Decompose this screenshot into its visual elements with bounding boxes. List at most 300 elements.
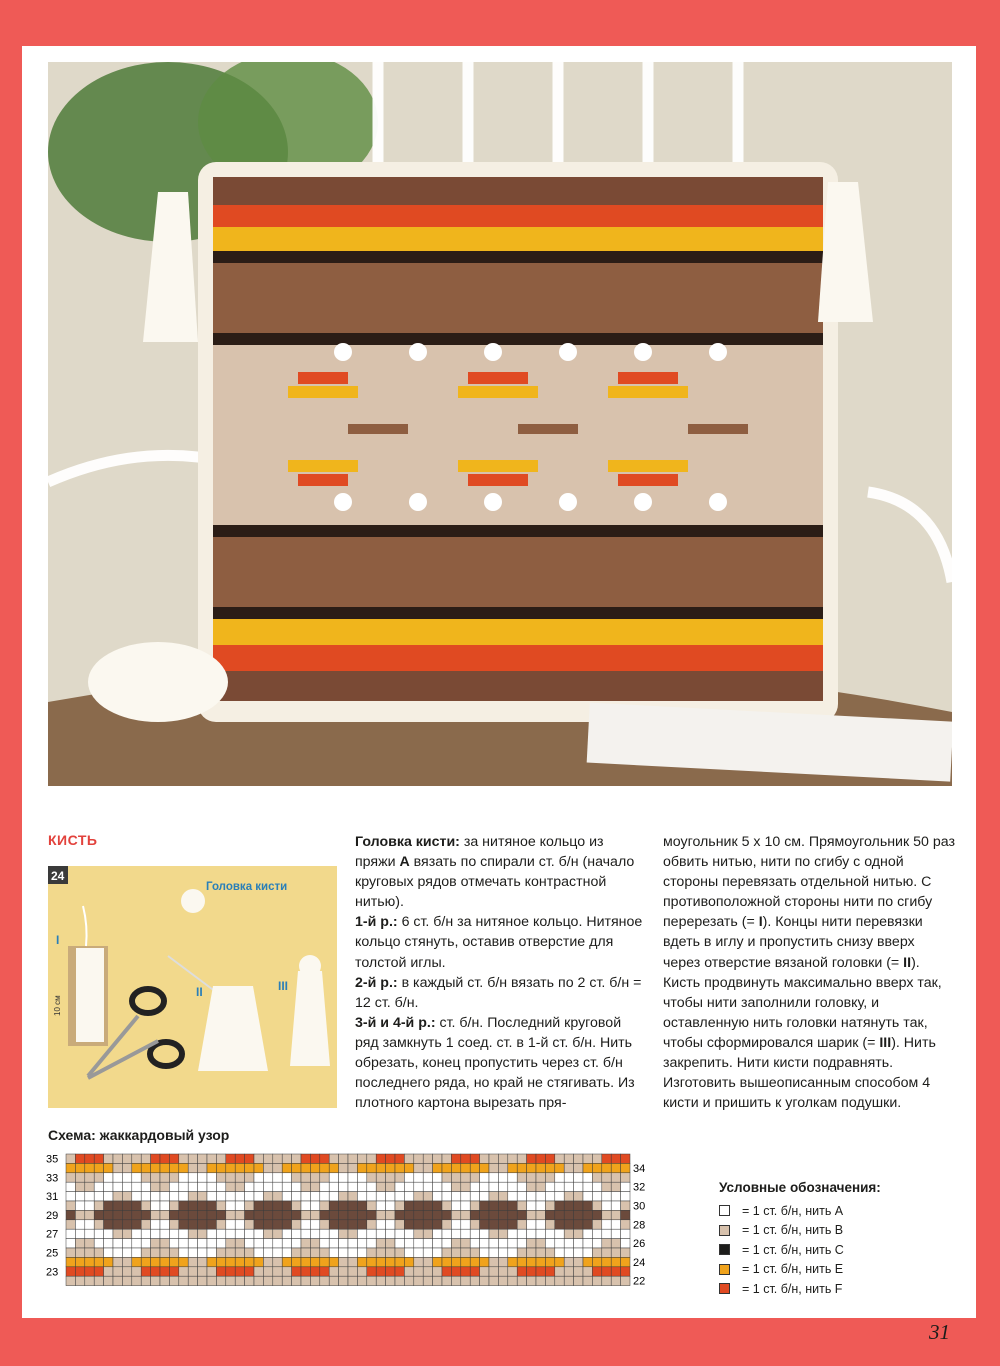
- chart-cell: [94, 1192, 103, 1201]
- chart-cell: [348, 1201, 357, 1210]
- chart-cell: [461, 1220, 470, 1229]
- chart-cell: [339, 1210, 348, 1219]
- chart-cell: [310, 1192, 319, 1201]
- chart-cell: [357, 1182, 366, 1191]
- chart-cell: [301, 1201, 310, 1210]
- chart-cell: [480, 1220, 489, 1229]
- chart-cell: [583, 1276, 592, 1285]
- chart-cell: [498, 1276, 507, 1285]
- chart-cell: [122, 1182, 131, 1191]
- chart-cell: [132, 1257, 141, 1266]
- chart-cell: [395, 1154, 404, 1163]
- row-number-right: 34: [633, 1162, 646, 1175]
- chart-cell: [536, 1267, 545, 1276]
- size-label: 10 см: [53, 995, 62, 1016]
- chart-cell: [508, 1257, 517, 1266]
- chart-cell: [386, 1201, 395, 1210]
- chart-cell: [414, 1248, 423, 1257]
- chart-cell: [85, 1229, 94, 1238]
- chart-cell: [292, 1192, 301, 1201]
- chart-cell: [188, 1267, 197, 1276]
- chart-cell: [395, 1182, 404, 1191]
- chart-cell: [235, 1154, 244, 1163]
- chart-cell: [348, 1192, 357, 1201]
- chart-cell: [414, 1210, 423, 1219]
- chart-cell: [301, 1276, 310, 1285]
- row-number-right: 22: [633, 1275, 646, 1288]
- chart-cell: [386, 1163, 395, 1172]
- chart-cell: [273, 1248, 282, 1257]
- chart-cell: [357, 1220, 366, 1229]
- chart-cell: [423, 1201, 432, 1210]
- chart-cell: [414, 1276, 423, 1285]
- chart-cell: [339, 1267, 348, 1276]
- roman-ref-2: II: [903, 954, 912, 971]
- chart-cell: [198, 1173, 207, 1182]
- chart-cell: [245, 1192, 254, 1201]
- roman-label-1: I: [56, 933, 60, 947]
- chart-cell: [329, 1229, 338, 1238]
- chart-cell: [254, 1248, 263, 1257]
- chart-cell: [263, 1257, 272, 1266]
- chart-cell: [451, 1257, 460, 1266]
- chart-cell: [188, 1192, 197, 1201]
- chart-cell: [508, 1154, 517, 1163]
- chart-cell: [329, 1276, 338, 1285]
- legend-item: [719, 1240, 881, 1260]
- chart-cell: [395, 1257, 404, 1266]
- chart-cell: [536, 1173, 545, 1182]
- chart-cell: [480, 1229, 489, 1238]
- chart-cell: [151, 1239, 160, 1248]
- row-number-right: 30: [633, 1200, 646, 1213]
- chart-cell: [235, 1267, 244, 1276]
- chart-cell: [451, 1173, 460, 1182]
- chart-cell: [367, 1154, 376, 1163]
- chart-cell: [160, 1239, 169, 1248]
- chart-cell: [564, 1267, 573, 1276]
- chart-cell: [545, 1239, 554, 1248]
- legend-title: Условные обозначения:: [719, 1180, 881, 1195]
- chart-cell: [235, 1229, 244, 1238]
- chart-cell: [536, 1276, 545, 1285]
- chart-cell: [141, 1163, 150, 1172]
- chart-cell: [273, 1276, 282, 1285]
- chart-cell: [160, 1201, 169, 1210]
- chart-cell: [442, 1192, 451, 1201]
- row-2-label: 2-й р.:: [355, 974, 398, 991]
- chart-cell: [621, 1248, 630, 1257]
- row-3-4-label: 3-й и 4-й р.:: [355, 1014, 436, 1031]
- chart-cell: [207, 1248, 216, 1257]
- chart-cell: [151, 1154, 160, 1163]
- chart-cell: [113, 1182, 122, 1191]
- chart-cell: [282, 1257, 291, 1266]
- chart-cell: [169, 1276, 178, 1285]
- chart-cell: [367, 1229, 376, 1238]
- chart-cell: [263, 1229, 272, 1238]
- chart-cell: [245, 1210, 254, 1219]
- swatch-e: [719, 1264, 730, 1275]
- chart-cell: [527, 1182, 536, 1191]
- chart-cell: [508, 1229, 517, 1238]
- chart-cell: [395, 1201, 404, 1210]
- chart-cell: [320, 1267, 329, 1276]
- chart-cell: [480, 1192, 489, 1201]
- chart-cell: [348, 1220, 357, 1229]
- chart-cell: [301, 1248, 310, 1257]
- chart-cell: [216, 1276, 225, 1285]
- chart-cell: [104, 1210, 113, 1219]
- chart-cell: [442, 1267, 451, 1276]
- chart-cell: [273, 1257, 282, 1266]
- chart-cell: [621, 1229, 630, 1238]
- chart-cell: [536, 1154, 545, 1163]
- chart-cell: [75, 1163, 84, 1172]
- chart-cell: [480, 1154, 489, 1163]
- chart-cell: [564, 1163, 573, 1172]
- chart-cell: [226, 1201, 235, 1210]
- chart-cell: [282, 1192, 291, 1201]
- instructions-column-2: [663, 832, 955, 1113]
- chart-cell: [75, 1257, 84, 1266]
- chart-cell: [583, 1182, 592, 1191]
- head-label: Головка кисти: [206, 881, 288, 893]
- chart-cell: [555, 1276, 564, 1285]
- chart-cell: [339, 1248, 348, 1257]
- chart-cell: [94, 1173, 103, 1182]
- chart-cell: [254, 1229, 263, 1238]
- chart-cell: [498, 1154, 507, 1163]
- scheme-title: Схема: жаккардовый узор: [48, 1127, 230, 1143]
- chart-cell: [75, 1267, 84, 1276]
- chart-cell: [357, 1248, 366, 1257]
- chart-cell: [564, 1257, 573, 1266]
- chart-cell: [423, 1210, 432, 1219]
- chart-cell: [470, 1192, 479, 1201]
- chart-cell: [339, 1276, 348, 1285]
- chart-cell: [602, 1163, 611, 1172]
- chart-cell: [564, 1173, 573, 1182]
- chart-cell: [188, 1239, 197, 1248]
- chart-cell: [263, 1248, 272, 1257]
- chart-cell: [75, 1229, 84, 1238]
- chart-cell: [461, 1248, 470, 1257]
- chart-cell: [574, 1163, 583, 1172]
- chart-cell: [367, 1173, 376, 1182]
- chart-cell: [564, 1239, 573, 1248]
- chart-cell: [592, 1276, 601, 1285]
- chart-cell: [301, 1220, 310, 1229]
- chart-cell: [310, 1239, 319, 1248]
- chart-cell: [292, 1154, 301, 1163]
- chart-cell: [188, 1229, 197, 1238]
- chart-cell: [536, 1220, 545, 1229]
- chart-cell: [404, 1182, 413, 1191]
- chart-cell: [245, 1173, 254, 1182]
- chart-cell: [517, 1220, 526, 1229]
- chart-cell: [188, 1220, 197, 1229]
- chart-cell: [141, 1173, 150, 1182]
- chart-cell: [292, 1229, 301, 1238]
- row-number-right: 28: [633, 1219, 646, 1232]
- chart-cell: [301, 1182, 310, 1191]
- chart-cell: [555, 1239, 564, 1248]
- chart-cell: [66, 1182, 75, 1191]
- chart-cell: [376, 1257, 385, 1266]
- legend: [719, 1180, 881, 1299]
- chart-cell: [611, 1210, 620, 1219]
- chart-cell: [621, 1192, 630, 1201]
- chart-cell: [122, 1267, 131, 1276]
- chart-cell: [574, 1248, 583, 1257]
- chart-cell: [451, 1192, 460, 1201]
- chart-cell: [480, 1276, 489, 1285]
- chart-cell: [320, 1201, 329, 1210]
- chart-cell: [254, 1173, 263, 1182]
- chart-cell: [357, 1229, 366, 1238]
- chart-cell: [301, 1210, 310, 1219]
- chart-cell: [414, 1154, 423, 1163]
- chart-cell: [94, 1229, 103, 1238]
- chart-cell: [433, 1163, 442, 1172]
- chart-cell: [85, 1276, 94, 1285]
- chart-cell: [489, 1192, 498, 1201]
- chart-cell: [301, 1239, 310, 1248]
- roman-ref-3: III: [879, 1034, 892, 1051]
- chart-cell: [602, 1257, 611, 1266]
- chart-cell: [320, 1229, 329, 1238]
- chart-cell: [198, 1267, 207, 1276]
- yarn-letter: A: [399, 854, 410, 871]
- chart-cell: [113, 1201, 122, 1210]
- chart-cell: [339, 1257, 348, 1266]
- chart-cell: [94, 1267, 103, 1276]
- chart-cell: [395, 1239, 404, 1248]
- chart-cell: [527, 1248, 536, 1257]
- chart-cell: [151, 1182, 160, 1191]
- chart-cell: [141, 1267, 150, 1276]
- chart-cell: [94, 1276, 103, 1285]
- chart-cell: [282, 1173, 291, 1182]
- chart-cell: [151, 1229, 160, 1238]
- legend-label: = 1 ст. б/н, нить B: [742, 1223, 844, 1238]
- chart-cell: [104, 1267, 113, 1276]
- photo-number: 24: [51, 869, 65, 883]
- chart-cell: [94, 1201, 103, 1210]
- chart-cell: [310, 1173, 319, 1182]
- chart-cell: [433, 1201, 442, 1210]
- chart-cell: [555, 1154, 564, 1163]
- chart-cell: [386, 1248, 395, 1257]
- chart-cell: [151, 1192, 160, 1201]
- legend-item: [719, 1221, 881, 1241]
- chart-cell: [621, 1257, 630, 1266]
- chart-cell: [301, 1229, 310, 1238]
- chart-cell: [113, 1192, 122, 1201]
- chart-cell: [348, 1229, 357, 1238]
- chart-cell: [263, 1163, 272, 1172]
- chart-cell: [451, 1239, 460, 1248]
- chart-cell: [357, 1163, 366, 1172]
- chart-cell: [367, 1163, 376, 1172]
- chart-cell: [207, 1257, 216, 1266]
- row-1-text: 6 ст. б/н за нитяное кольцо. Нитяное кольцо стянуть, оставив отверстие для толстой иглы.: [355, 914, 643, 971]
- chart-cell: [602, 1201, 611, 1210]
- chart-cell: [555, 1182, 564, 1191]
- chart-cell: [75, 1239, 84, 1248]
- chart-cell: [273, 1173, 282, 1182]
- chart-cell: [104, 1182, 113, 1191]
- chart-cell: [386, 1192, 395, 1201]
- chart-cell: [169, 1154, 178, 1163]
- chart-cell: [611, 1173, 620, 1182]
- chart-cell: [357, 1201, 366, 1210]
- chart-cell: [545, 1201, 554, 1210]
- chart-cell: [376, 1182, 385, 1191]
- chart-cell: [151, 1173, 160, 1182]
- chart-cell: [564, 1182, 573, 1191]
- chart-cell: [179, 1173, 188, 1182]
- chart-cell: [489, 1267, 498, 1276]
- chart-cell: [122, 1154, 131, 1163]
- chart-cell: [273, 1192, 282, 1201]
- chart-cell: [188, 1163, 197, 1172]
- chart-cell: [376, 1248, 385, 1257]
- chart-cell: [621, 1276, 630, 1285]
- chart-cell: [461, 1257, 470, 1266]
- chart-cell: [414, 1239, 423, 1248]
- chart-cell: [245, 1239, 254, 1248]
- row-number-left: 27: [46, 1228, 59, 1241]
- chart-cell: [104, 1201, 113, 1210]
- chart-cell: [583, 1210, 592, 1219]
- chart-cell: [263, 1239, 272, 1248]
- chart-cell: [470, 1173, 479, 1182]
- row-number-left: 31: [46, 1191, 59, 1204]
- chart-cell: [339, 1239, 348, 1248]
- chart-cell: [292, 1182, 301, 1191]
- chart-cell: [404, 1201, 413, 1210]
- chart-cell: [480, 1239, 489, 1248]
- chart-cell: [113, 1210, 122, 1219]
- chart-cell: [461, 1163, 470, 1172]
- chart-cell: [235, 1257, 244, 1266]
- chart-cell: [132, 1192, 141, 1201]
- chart-cell: [216, 1163, 225, 1172]
- chart-cell: [292, 1248, 301, 1257]
- chart-cell: [263, 1173, 272, 1182]
- chart-cell: [376, 1192, 385, 1201]
- chart-cell: [433, 1173, 442, 1182]
- tassel-steps-photo: [48, 866, 337, 1108]
- chart-cell: [179, 1154, 188, 1163]
- chart-cell: [592, 1192, 601, 1201]
- chart-cell: [329, 1163, 338, 1172]
- chart-cell: [169, 1220, 178, 1229]
- row-2-text: в каждый ст. б/н вязать по 2 ст. б/н = 12 ст. б/н.: [355, 974, 642, 1011]
- chart-cell: [226, 1192, 235, 1201]
- chart-cell: [564, 1192, 573, 1201]
- chart-cell: [395, 1267, 404, 1276]
- chart-cell: [348, 1276, 357, 1285]
- chart-cell: [282, 1220, 291, 1229]
- chart-cell: [527, 1229, 536, 1238]
- chart-cell: [132, 1276, 141, 1285]
- chart-cell: [273, 1163, 282, 1172]
- chart-cell: [545, 1210, 554, 1219]
- chart-cell: [179, 1229, 188, 1238]
- chart-cell: [470, 1257, 479, 1266]
- chart-cell: [517, 1229, 526, 1238]
- chart-cell: [226, 1257, 235, 1266]
- chart-cell: [433, 1257, 442, 1266]
- tassel-text: моугольник 5 х 10 см. Прямоугольник 50 раз обвить нитью, нити по сгибу с одной стороны перевязать отдельной нитью. С противоположной стороны нити по сгибу перерезать (=: [663, 834, 955, 931]
- chart-cell: [198, 1210, 207, 1219]
- chart-cell: [329, 1248, 338, 1257]
- chart-cell: [489, 1239, 498, 1248]
- chart-cell: [517, 1201, 526, 1210]
- chart-cell: [536, 1257, 545, 1266]
- chart-cell: [536, 1182, 545, 1191]
- chart-cell: [489, 1163, 498, 1172]
- chart-cell: [179, 1210, 188, 1219]
- chart-cell: [122, 1192, 131, 1201]
- chart-cell: [404, 1257, 413, 1266]
- chart-cell: [320, 1154, 329, 1163]
- chart-cell: [574, 1229, 583, 1238]
- chart-cell: [367, 1248, 376, 1257]
- chart-cell: [461, 1154, 470, 1163]
- chart-cell: [122, 1210, 131, 1219]
- chart-cell: [329, 1267, 338, 1276]
- chart-cell: [329, 1257, 338, 1266]
- chart-cell: [395, 1229, 404, 1238]
- chart-cell: [348, 1154, 357, 1163]
- step-head-text-2: вязать по спирали ст. б/н (начало круговых рядов отмечать контрастной нитью).: [355, 854, 635, 911]
- chart-cell: [85, 1173, 94, 1182]
- chart-cell: [527, 1173, 536, 1182]
- chart-cell: [367, 1267, 376, 1276]
- chart-cell: [574, 1267, 583, 1276]
- chart-cell: [489, 1248, 498, 1257]
- pillow-photo: [48, 62, 952, 786]
- chart-cell: [574, 1182, 583, 1191]
- chart-cell: [216, 1229, 225, 1238]
- chart-cell: [498, 1192, 507, 1201]
- chart-cell: [94, 1163, 103, 1172]
- chart-cell: [85, 1154, 94, 1163]
- chart-cell: [602, 1267, 611, 1276]
- chart-cell: [348, 1163, 357, 1172]
- chart-cell: [132, 1210, 141, 1219]
- chart-cell: [517, 1163, 526, 1172]
- chart-cell: [216, 1248, 225, 1257]
- chart-cell: [433, 1229, 442, 1238]
- chart-cell: [179, 1267, 188, 1276]
- chart-cell: [442, 1163, 451, 1172]
- chart-cell: [564, 1210, 573, 1219]
- chart-cell: [113, 1276, 122, 1285]
- chart-cell: [66, 1248, 75, 1257]
- chart-cell: [113, 1163, 122, 1172]
- chart-cell: [151, 1276, 160, 1285]
- chart-cell: [386, 1276, 395, 1285]
- chart-cell: [480, 1182, 489, 1191]
- chart-cell: [498, 1239, 507, 1248]
- row-number-left: 29: [46, 1209, 59, 1222]
- chart-cell: [235, 1220, 244, 1229]
